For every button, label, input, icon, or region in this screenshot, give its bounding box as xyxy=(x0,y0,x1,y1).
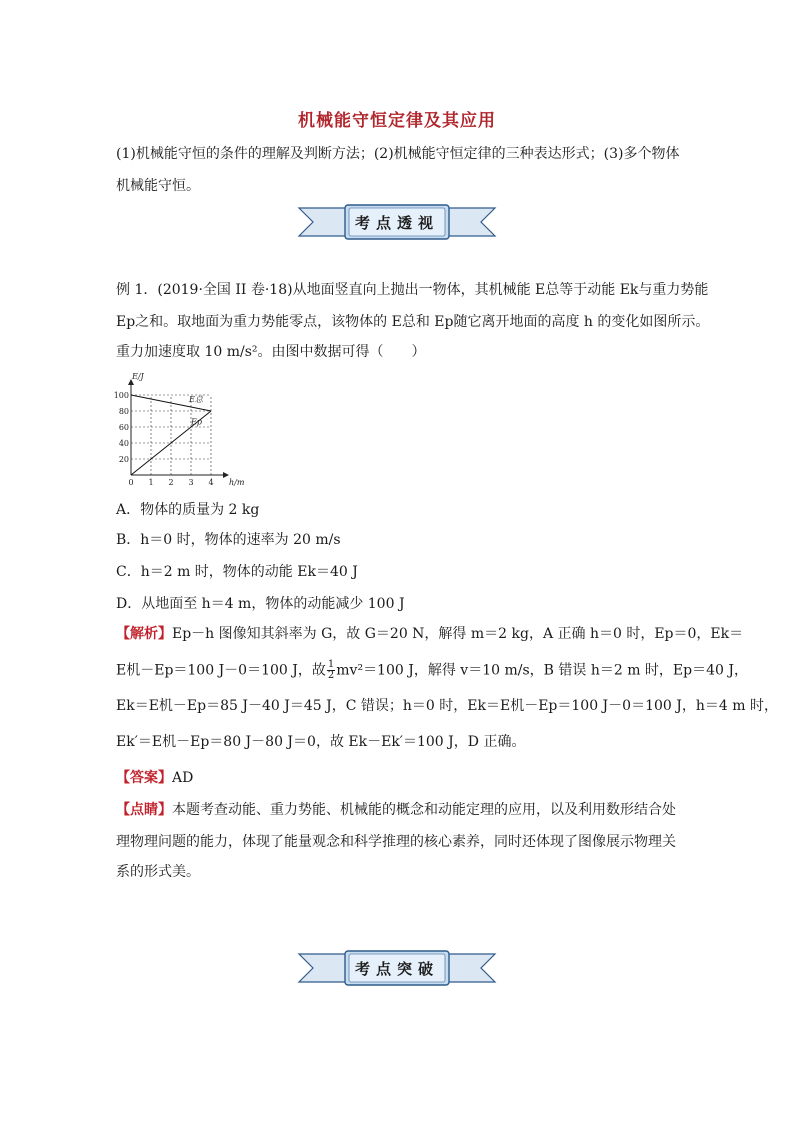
section-banner-kaodian-tupo xyxy=(297,950,497,986)
intro-line-1: (1)机械能守恒的条件的理解及判断方法；(2)机械能守恒定律的三种表达形式；(3)多个物体 xyxy=(116,146,680,162)
question-line-3: 重力加速度取 10 m/s²。由图中数据可得（ ） xyxy=(116,344,426,360)
analysis-line-2 xyxy=(116,660,748,681)
x-tick-label: 2 xyxy=(168,478,174,487)
answer-text: AD xyxy=(172,770,194,786)
question-line-1: 例 1．(2019·全国 II 卷·18)从地面竖直向上抛出一物体，其机械能 E总等于动能 Ek与重力势能 xyxy=(116,282,709,298)
x-tick-label: 1 xyxy=(148,478,154,487)
option-d: D．从地面至 h＝4 m，物体的动能减少 100 J xyxy=(116,596,405,612)
y-tick-label: 100 xyxy=(113,391,129,400)
analysis-text-1: Ep－h 图像知其斜率为 G，故 G＝20 N，解得 m＝2 kg，A 正确 h＝0 时，Ep＝0，Ek＝ xyxy=(172,626,744,642)
option-c: C．h＝2 m 时，物体的动能 Ek＝40 J xyxy=(116,564,358,580)
analysis-label: 【解析】 xyxy=(116,626,172,642)
y-tick-label: 20 xyxy=(118,455,129,464)
comment-line-3: 系的形式美。 xyxy=(116,864,200,880)
page-title: 机械能守恒定律及其应用 xyxy=(298,111,496,131)
analysis-line-1 xyxy=(116,624,743,644)
comment-line-2: 理物理问题的能力，体现了能量观念和科学推理的核心素养，同时还体现了图像展示物理关 xyxy=(116,834,676,850)
comment-label: 【点睛】 xyxy=(116,802,172,818)
section-banner-kaodian-toushi xyxy=(297,204,497,240)
intro-line-2: 机械能守恒。 xyxy=(116,178,200,194)
series-label: E总 xyxy=(189,395,203,405)
analysis-line-3: Ek＝E机－Ep＝85 J－40 J＝45 J，C 错误；h＝0 时，Ek＝E机－Ep＝100 J－0＝100 J，h＝4 m 时， xyxy=(116,698,778,714)
answer-line xyxy=(116,768,193,788)
x-tick-label: 3 xyxy=(188,478,194,487)
x-axis-label: h/m xyxy=(229,478,245,487)
y-tick-label: 40 xyxy=(118,439,129,448)
banner-label: 考点透视 xyxy=(354,214,439,232)
one-half-fraction: $\frac{1}{2}$ xyxy=(327,659,335,681)
y-tick-label: 80 xyxy=(118,407,129,416)
banner-label: 考点突破 xyxy=(354,960,439,978)
energy-height-chart xyxy=(112,370,252,490)
comment-text-1: 本题考查动能、重力势能、机械能的概念和动能定理的应用，以及利用数形结合处 xyxy=(172,802,676,818)
option-a: A．物体的质量为 2 kg xyxy=(116,502,260,518)
answer-label: 【答案】 xyxy=(116,770,172,786)
x-tick-label: 4 xyxy=(208,478,214,487)
analysis-text-2a: E机－Ep＝100 J－0＝100 J，故 xyxy=(116,662,326,679)
analysis-text-2b: mv²＝100 J，解得 v＝10 m/s，B 错误 h＝2 m 时，Ep＝40 J， xyxy=(336,662,748,679)
question-line-2: Ep之和。取地面为重力势能零点，该物体的 E总和 Ep随它离开地面的高度 h 的变化如图所示。 xyxy=(116,314,710,330)
comment-line-1 xyxy=(116,800,676,820)
y-tick-label: 60 xyxy=(118,423,129,432)
analysis-line-4: Ek′＝E机－Ep＝80 J－80 J＝0，故 Ek－Ek′＝100 J，D 正确。 xyxy=(116,734,526,750)
series-label: Ep xyxy=(191,417,202,427)
option-b: B．h＝0 时，物体的速率为 20 m/s xyxy=(116,532,341,548)
y-axis-label: E/J xyxy=(132,372,144,381)
x-tick-label: 0 xyxy=(128,478,134,487)
